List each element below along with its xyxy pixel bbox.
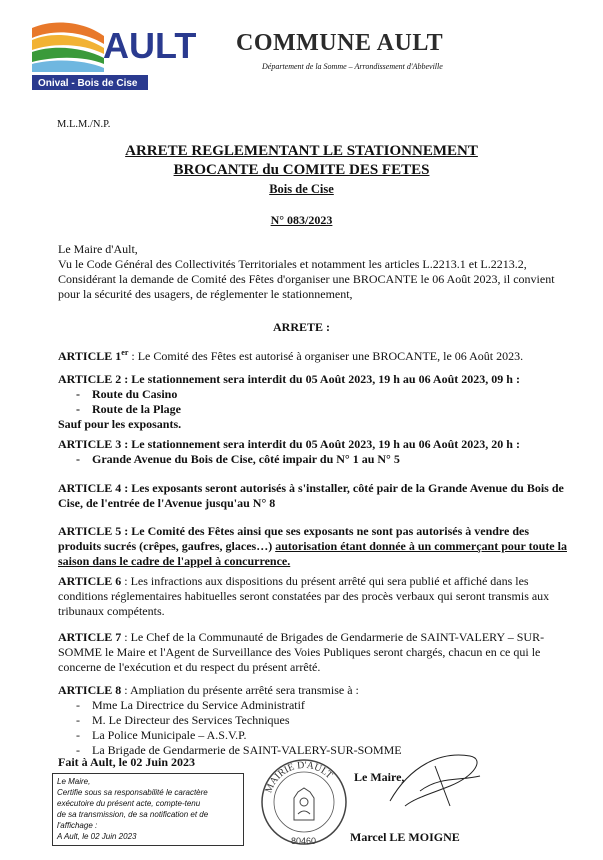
cert-line: de sa transmission, de sa notification et de <box>57 810 209 819</box>
cert-line: Certifie sous sa responsabilité le caractère <box>57 788 208 797</box>
commune-title: COMMUNE AULT <box>236 30 444 56</box>
street-list <box>58 387 568 417</box>
cert-line: Le Maire, <box>57 777 91 786</box>
article-5 <box>58 524 568 569</box>
article-text: : Ampliation du présente arrêté sera transmise à : <box>121 683 359 697</box>
logo-tagline: Onival - Bois de Cise <box>38 78 138 89</box>
list-item: - Mme La Directrice du Service Administratif <box>58 698 568 713</box>
date-place: Fait à Ault, le 02 Juin 2023 <box>58 755 196 769</box>
article-text: ARTICLE 3 : Le stationnement sera interdit du 05 Août 2023, 19 h au 06 Août 2023, 20 h : <box>58 437 520 451</box>
article-text: : Les infractions aux dispositions du présent arrêté qui sera publié et affiché dans les conditions réglementaires habituelles seront constatées par des procès verbaux qui seront transmis aux tribunaux compétents. <box>58 574 550 618</box>
arrete-number: N° 083/2023 <box>270 213 333 227</box>
article-label: ARTICLE 1 <box>58 349 122 363</box>
article-4: ARTICLE 4 : Les exposants seront autorisés à s'installer, côté pair de la Grande Avenue du Bois de Cise, de l'entrée de l'Avenue jusqu'au N° 8 <box>58 481 564 510</box>
list-item: - Route du Casino <box>58 387 568 402</box>
article-label: ARTICLE 7 <box>58 630 122 644</box>
commune-subtitle: Département de la Somme – Arrondissement d'Abbeville <box>262 62 443 71</box>
list-item: - La Police Municipale – A.S.V.P. <box>58 728 568 743</box>
preamble-line: Vu le Code Général des Collectivités Territoriales et notamment les articles L.2213.1 et L.2213.2, <box>58 257 527 271</box>
article-7 <box>58 630 568 675</box>
cert-line: A Ault, le 02 Juin 2023 <box>57 832 137 841</box>
mayor-name: Marcel LE MOIGNE <box>350 830 460 844</box>
article-2 <box>58 372 568 432</box>
street-list <box>58 452 568 467</box>
commune-logo <box>30 14 197 94</box>
article-sep: : <box>128 349 135 363</box>
list-item: - Route de la Plage <box>58 402 568 417</box>
article-3 <box>58 437 568 467</box>
signatory-title: Le Maire, <box>354 770 405 784</box>
article-text: ARTICLE 5 : Le Comité des Fêtes ainsi que ses exposants ne sont pas autorisés à vendre des produits sucrés (crêpes, gaufres, glaces…) <box>58 524 530 553</box>
certification-box <box>52 773 244 846</box>
article-8 <box>58 683 568 758</box>
arrete-heading: ARRETE : <box>272 320 330 334</box>
article-1 <box>58 345 568 364</box>
preamble <box>58 242 568 302</box>
list-item: - M. Le Directeur des Services Techniques <box>58 713 568 728</box>
recipient-list <box>58 698 568 758</box>
cert-line: exécutoire du présent acte, compte-tenu <box>57 799 201 808</box>
preamble-line: Le Maire d'Ault, <box>58 242 138 256</box>
article-label: ARTICLE 6 <box>58 574 122 588</box>
reference-code: M.L.M./N.P. <box>57 119 111 130</box>
logo-wordmark: AULT <box>103 25 197 66</box>
official-stamp <box>258 752 350 852</box>
article-label: ARTICLE 8 <box>58 683 122 697</box>
article-underlined-text: autorisation étant donnée à un commerçant pour toute la saison dans le cadre de l'appel à concurrence. <box>58 539 567 568</box>
title-line-1: ARRETE REGLEMENTANT LE STATIONNEMENT <box>125 143 478 159</box>
stamp-text: MAIRIE D'AULT <box>263 759 335 795</box>
preamble-line: Considérant la demande de Comité des Fêtes d'organiser une BROCANTE le 06 Août 2023, il convient pour la sécurité des usagers, de réglementer le stationnement, <box>58 272 555 301</box>
article-6 <box>58 574 568 619</box>
list-item: - La Brigade de Gendarmerie de SAINT-VALERY-SUR-SOMME <box>58 743 568 758</box>
cert-line: l'affichage : <box>57 821 98 830</box>
article-text: : Le Chef de la Communauté de Brigades de Gendarmerie de SAINT-VALERY – SUR-SOMME le Maire et l'Agent de Surveillance des Voies Publiques seront chargés, chacun en ce qui le concerne de l'exécution et du respect du présent arrêté. <box>58 630 545 674</box>
title-line-2: BROCANTE du COMITE DES FETES <box>173 162 430 178</box>
title-location: Bois de Cise <box>269 182 334 196</box>
list-item: - Grande Avenue du Bois de Cise, côté impair du N° 1 au N° 5 <box>58 452 568 467</box>
article-text: ARTICLE 2 : Le stationnement sera interdit du 05 Août 2023, 19 h au 06 Août 2023, 09 h : <box>58 372 520 386</box>
article-text: Le Comité des Fêtes est autorisé à organiser une BROCANTE, le 06 Août 2023. <box>134 349 524 363</box>
article-note: Sauf pour les exposants. <box>58 417 182 431</box>
article-label-sup: er <box>121 348 129 357</box>
stamp-postcode: 80460 <box>291 836 317 846</box>
